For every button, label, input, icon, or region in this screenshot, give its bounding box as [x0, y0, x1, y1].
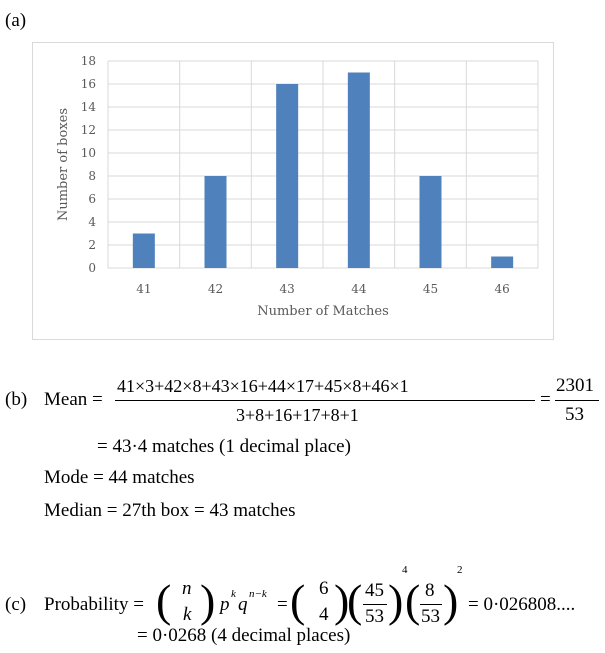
part-c-label: (c) [5, 594, 27, 615]
x-tick-label: 45 [422, 282, 439, 296]
x-axis-label: Number of Matches [257, 304, 389, 319]
right-paren-icon: ) [200, 575, 216, 626]
exponent-4: 4 [402, 564, 408, 576]
part-b-label: (b) [5, 389, 28, 410]
probability-result: = 0·026808.... [468, 594, 576, 615]
bar-43 [276, 84, 298, 268]
y-tick-label: 16 [80, 77, 96, 91]
binom-k: k [183, 604, 192, 625]
q-exponent: n−k [249, 588, 267, 600]
part-a-label: (a) [5, 10, 27, 31]
mean-result: = 43·4 matches (1 decimal place) [97, 436, 351, 457]
y-tick-label: 2 [88, 238, 96, 252]
y-tick-label: 8 [88, 169, 96, 183]
median-line: Median = 27th box = 43 matches [44, 500, 296, 521]
fraction-denominator: 53 [565, 404, 584, 425]
right-paren-icon: ) [388, 575, 404, 626]
equals: = [277, 594, 288, 615]
x-tick-label: 46 [494, 282, 510, 296]
fraction-bar [555, 400, 599, 401]
frac2-num: 8 [425, 580, 435, 601]
x-tick-label: 41 [136, 282, 152, 296]
y-tick-label: 18 [80, 54, 96, 68]
probability-rounded: = 0·0268 (4 decimal places) [137, 625, 351, 646]
y-tick-label: 10 [80, 146, 96, 160]
mean-label: Mean = [44, 389, 103, 410]
mode-line: Mode = 44 matches [44, 467, 195, 488]
fraction-bar [115, 400, 535, 401]
probability-label: Probability = [44, 594, 144, 615]
binom-n: n [182, 578, 192, 599]
fraction-numerator: 2301 [556, 375, 594, 396]
q-symbol: q [238, 594, 248, 615]
p-symbol: p [220, 594, 230, 615]
x-tick-label: 43 [279, 282, 295, 296]
left-paren-icon: ( [347, 575, 363, 626]
binom-six: 6 [319, 578, 329, 599]
bar-41 [133, 234, 155, 269]
bar-44 [348, 73, 370, 269]
bar-45 [420, 176, 442, 268]
left-paren-icon: ( [290, 575, 306, 626]
frac1-den: 53 [365, 606, 384, 627]
binom-four: 4 [319, 604, 329, 625]
fraction-bar [363, 604, 387, 605]
equals: = [540, 389, 551, 410]
left-paren-icon: ( [156, 575, 172, 626]
fraction-bar [420, 604, 442, 605]
right-paren-icon: ) [443, 575, 459, 626]
frac1-num: 45 [365, 580, 384, 601]
y-tick-label: 4 [88, 215, 96, 229]
bar-chart [32, 42, 554, 340]
frac2-den: 53 [421, 606, 440, 627]
y-tick-label: 0 [88, 261, 96, 275]
mean-numerator: 41×3+42×8+43×16+44×17+45×8+46×1 [117, 376, 409, 396]
x-tick-label: 44 [351, 282, 367, 296]
bar-42 [205, 176, 227, 268]
right-paren-icon: ) [334, 575, 350, 626]
left-paren-icon: ( [405, 575, 421, 626]
y-axis-label: Number of boxes [56, 107, 71, 222]
exponent-2: 2 [457, 564, 463, 576]
chart-svg [33, 43, 553, 339]
y-tick-label: 6 [88, 192, 96, 206]
y-tick-label: 12 [80, 123, 96, 137]
p-exponent: k [231, 588, 236, 600]
mean-denominator: 3+8+16+17+8+1 [236, 405, 359, 425]
bar-46 [491, 257, 513, 269]
y-tick-label: 14 [80, 100, 96, 114]
x-tick-label: 42 [207, 282, 224, 296]
